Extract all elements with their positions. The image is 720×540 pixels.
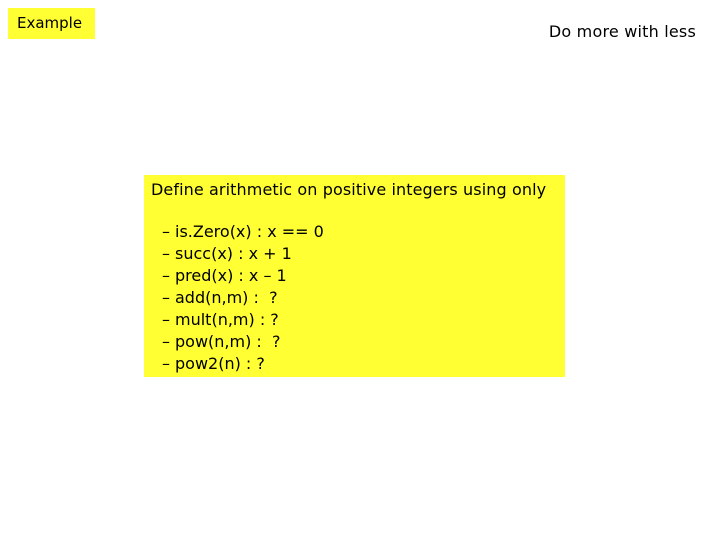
bullet-dash: –: [162, 222, 170, 241]
list-item: [162, 309, 565, 331]
list-item-text: pow2(n) : ?: [175, 354, 265, 373]
list-item: [162, 353, 565, 375]
list-item-text: pred(x) : x – 1: [175, 266, 287, 285]
bullet-dash: –: [162, 244, 170, 263]
bullet-dash: –: [162, 288, 170, 307]
list-item-text: is.Zero(x) : x == 0: [175, 222, 324, 241]
list-item-text: succ(x) : x + 1: [175, 244, 292, 263]
definition-heading: Define arithmetic on positive integers using only: [151, 180, 547, 199]
list-item-text: mult(n,m) : ?: [175, 310, 279, 329]
bullet-dash: –: [162, 332, 170, 351]
bullet-dash: –: [162, 354, 170, 373]
definition-box: [144, 175, 565, 377]
list-item: [162, 287, 565, 309]
list-item: [162, 265, 565, 287]
function-list: [151, 221, 565, 375]
list-item-text: add(n,m) : ?: [175, 288, 278, 307]
slide-tagline: Do more with less: [548, 22, 696, 41]
bullet-dash: –: [162, 266, 170, 285]
list-item: [162, 331, 565, 353]
example-tag: [8, 8, 95, 39]
example-tag-label: Example: [17, 14, 83, 32]
bullet-dash: –: [162, 310, 170, 329]
list-item-text: pow(n,m) : ?: [175, 332, 281, 351]
list-item: [162, 243, 565, 265]
list-item: [162, 221, 565, 243]
